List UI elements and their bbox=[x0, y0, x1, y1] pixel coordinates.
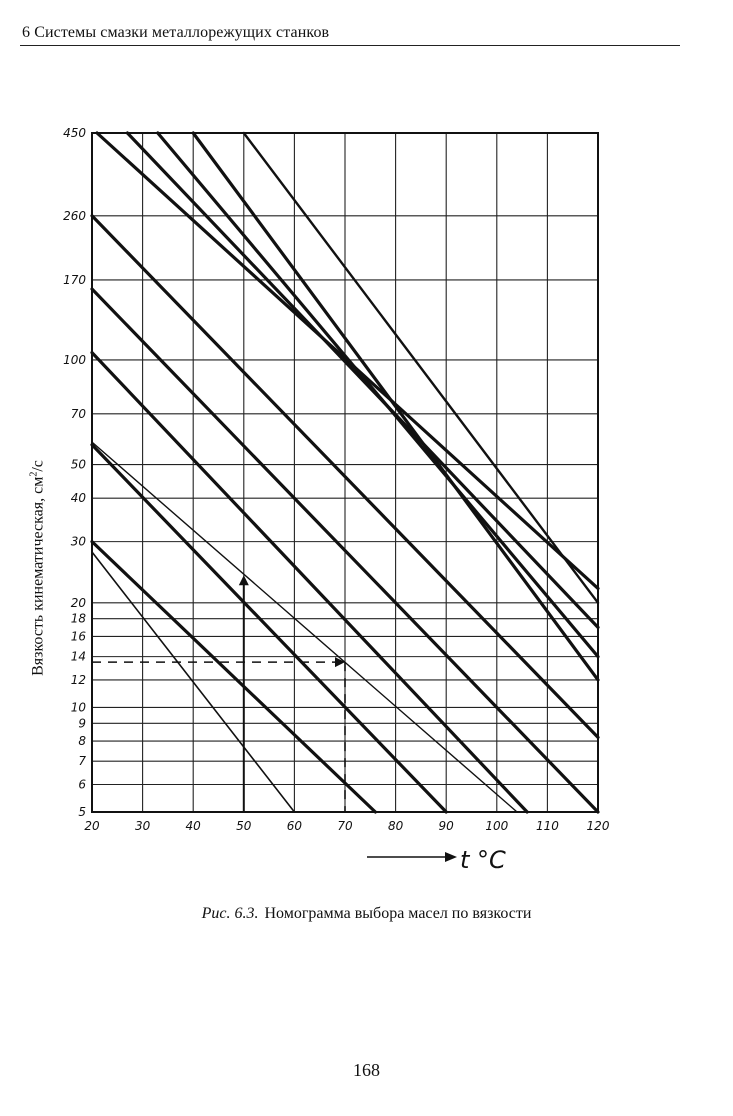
viscosity-line bbox=[92, 542, 375, 812]
viscosity-line bbox=[158, 133, 598, 657]
x-tick-label: 120 bbox=[586, 819, 610, 833]
y-tick-label: 16 bbox=[70, 629, 86, 644]
x-tick-labels bbox=[84, 819, 609, 833]
figure-number: Рис. 6.3. bbox=[201, 905, 259, 922]
y-tick-label: 100 bbox=[63, 352, 86, 367]
figure-caption bbox=[0, 905, 733, 923]
y-tick-label: 30 bbox=[70, 534, 86, 549]
x-axis-arrow bbox=[367, 852, 457, 862]
y-tick-label: 170 bbox=[63, 272, 86, 287]
y-tick-label: 40 bbox=[70, 491, 86, 506]
y-tick-label: 260 bbox=[63, 208, 86, 223]
y-tick-label: 70 bbox=[70, 406, 86, 421]
x-tick-label: 60 bbox=[286, 819, 303, 833]
viscosity-line bbox=[92, 445, 446, 812]
y-tick-labels bbox=[63, 126, 86, 819]
y-tick-label: 14 bbox=[70, 649, 86, 664]
y-tick-label: 9 bbox=[78, 716, 86, 731]
x-tick-label: 70 bbox=[337, 819, 353, 833]
running-title: 6 Системы смазки металлорежущих станков bbox=[22, 24, 330, 41]
y-tick-label: 50 bbox=[70, 457, 86, 472]
y-tick-label: 7 bbox=[78, 754, 86, 769]
guide-arrows bbox=[92, 575, 345, 812]
x-tick-label: 80 bbox=[387, 819, 404, 833]
viscosity-line bbox=[92, 442, 517, 812]
x-axis-label: t °C bbox=[460, 846, 506, 874]
x-tick-label: 100 bbox=[485, 819, 509, 833]
x-tick-label: 110 bbox=[535, 819, 559, 833]
x-tick-label: 90 bbox=[438, 819, 454, 833]
y-tick-label: 8 bbox=[78, 734, 86, 749]
y-tick-label: 450 bbox=[63, 126, 86, 140]
x-tick-label: 20 bbox=[84, 819, 100, 833]
y-tick-label: 12 bbox=[70, 672, 86, 687]
x-tick-label: 50 bbox=[236, 819, 252, 833]
y-axis-unit-exponent: 2 bbox=[28, 471, 40, 477]
caption-text: Номограмма выбора масел по вязкости bbox=[264, 905, 532, 922]
y-tick-label: 6 bbox=[78, 777, 86, 792]
page-number: 168 bbox=[353, 1060, 380, 1080]
y-axis-label-text: Вязкость кинематическая, см bbox=[29, 476, 47, 676]
y-tick-label: 10 bbox=[70, 700, 86, 715]
y-tick-label: 5 bbox=[78, 805, 86, 819]
viscosity-line bbox=[244, 133, 598, 603]
y-tick-label: 18 bbox=[70, 611, 86, 626]
y-axis-unit-tail: /с bbox=[29, 460, 47, 472]
x-tick-label: 30 bbox=[134, 819, 151, 833]
y-tick-label: 20 bbox=[70, 595, 86, 610]
x-tick-label: 40 bbox=[185, 819, 201, 833]
